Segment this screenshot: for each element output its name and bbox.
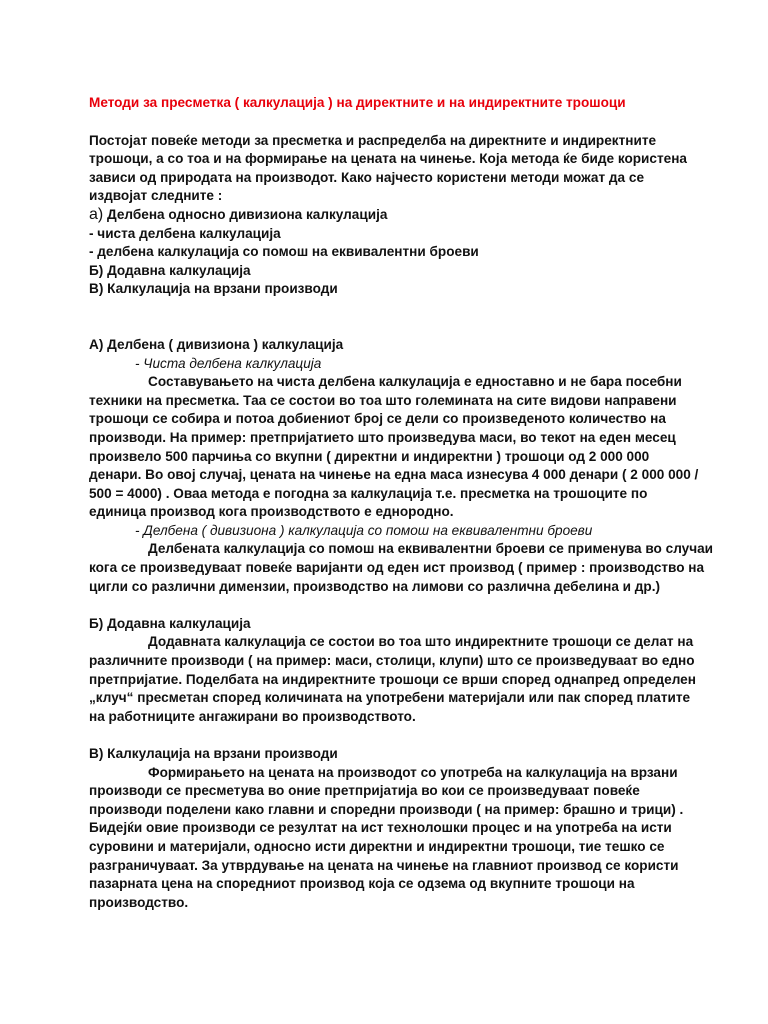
document-title: Методи за пресметка ( калкулација ) на директните и на индиректните трошоци	[89, 95, 626, 110]
paragraph-line: суровини и материјали, односно исти директни и индиректни трошоци, тие тешко се	[89, 838, 665, 854]
section-c-paragraph	[89, 764, 728, 913]
section-a-subheading-1: - Чиста делбена калкулација	[135, 355, 322, 371]
paragraph-line: Додавната калкулација се состои во тоа што индиректните трошоци се делат на	[148, 634, 694, 650]
paragraph-line: денари. Во овој случај, цената на чинење на една маса изнесува 4 000 денари ( 2 000 000 /	[89, 467, 699, 483]
intro-line: Постојат повеќе методи за пресметка и распределба на директните и индиректните	[89, 132, 657, 148]
section-b	[89, 615, 728, 727]
section-a-paragraph-2	[89, 540, 728, 596]
paragraph-line: трошоци се собира и потоа добиениот број се дели со произведеното количество на	[89, 411, 666, 427]
paragraph-line: производи. На пример: претпријатието што произведува маси, во текот на еден месец	[89, 429, 676, 445]
paragraph-line: Формирањето на цената на производот со употреба на калкулација на врзани	[148, 764, 678, 780]
paragraph-line: пазарната цена на споредниот производ која се одзема од вкупните трошоци на	[89, 876, 635, 892]
paragraph-line: разграничуваат. За утврдување на цената на чинење на главниот производ се користи	[89, 857, 679, 873]
paragraph-line: „клуч“ пресметан според количината на употребени материјали или пак според платите	[89, 690, 691, 706]
section-c-heading: В) Калкулација на врзани производи	[89, 746, 338, 761]
intro-paragraph	[89, 132, 728, 299]
paragraph-line: 500 = 4000) . Оваа метода е погодна за калкулација т.е. пресметка на трошоците по	[89, 485, 648, 501]
section-a-heading: А) Делбена ( дивизиона ) калкулација	[89, 336, 344, 352]
intro-line: зависи од природата на производот. Како најчесто користени методи можат да се	[89, 169, 645, 185]
paragraph-line: цигли со различни димензии, производство на лимови со различна дебелина и др.)	[89, 578, 661, 594]
list-item: - делбена калкулација со помош на еквивалентни броеви	[89, 244, 479, 260]
list-item: - чиста делбена калкулација	[89, 225, 281, 241]
paragraph-line: техники на пресметка. Таа се состои во тоа што големината на сите видови направени	[89, 392, 677, 408]
section-b-paragraph	[89, 633, 728, 726]
section-a-subheading-2: - Делбена ( дивизиона ) калкулација со помош на еквивалентни броеви	[135, 522, 593, 538]
paragraph-line: производство.	[89, 894, 189, 910]
paragraph-line: Бидејќи овие производи се резултат на ист технолошки процес и на употреба на исти	[89, 820, 672, 836]
section-a	[89, 336, 728, 596]
section-c	[89, 745, 728, 912]
intro-line: издвојат следните :	[89, 188, 223, 204]
list-item: В) Калкулација на врзани производи	[89, 281, 338, 297]
paragraph-line: различните производи ( на пример: маси, столици, клупи) што се произведуваат во едно	[89, 653, 695, 669]
list-item-a-letter: а)	[89, 205, 104, 223]
paragraph-line: единица производ кога производството е еднородно.	[89, 504, 454, 520]
paragraph-line: на работниците ангажирани во производството.	[89, 708, 416, 724]
section-b-heading: Б) Додавна калкулација	[89, 615, 251, 631]
paragraph-line: Составувањето на чиста делбена калкулација е едноставно и не бара посебни	[148, 374, 682, 390]
section-a-paragraph-1	[89, 373, 728, 522]
intro-line: трошоци, а со тоа и на формирање на цената на чинење. Која метода ќе биде користена	[89, 151, 687, 167]
paragraph-line: произвело 500 парчиња со вкупни ( директни и индиректни ) трошоци од 2 000 000	[89, 448, 650, 464]
paragraph-line: кога се произведуваат повеќе варијанти од еден ист производ ( пример : производство на	[89, 560, 705, 576]
list-item-a-text: Делбена односно дивизиона калкулација	[103, 206, 388, 222]
paragraph-line: производи поделени како главни и споредни производи ( на пример: брашно и трици) .	[89, 801, 684, 817]
list-item-a	[89, 206, 728, 225]
list-item: Б) Додавна калкулација	[89, 262, 251, 278]
paragraph-line: претпријатие. Поделбата на индиректните трошоци се врши според однапред определен	[89, 671, 696, 687]
paragraph-line: производи се пресметува во оние претпријатија во кои се произведуваат повеќе	[89, 783, 640, 799]
paragraph-line: Делбената калкулација со помош на еквивалентни броеви се применува во случаи	[148, 541, 714, 557]
